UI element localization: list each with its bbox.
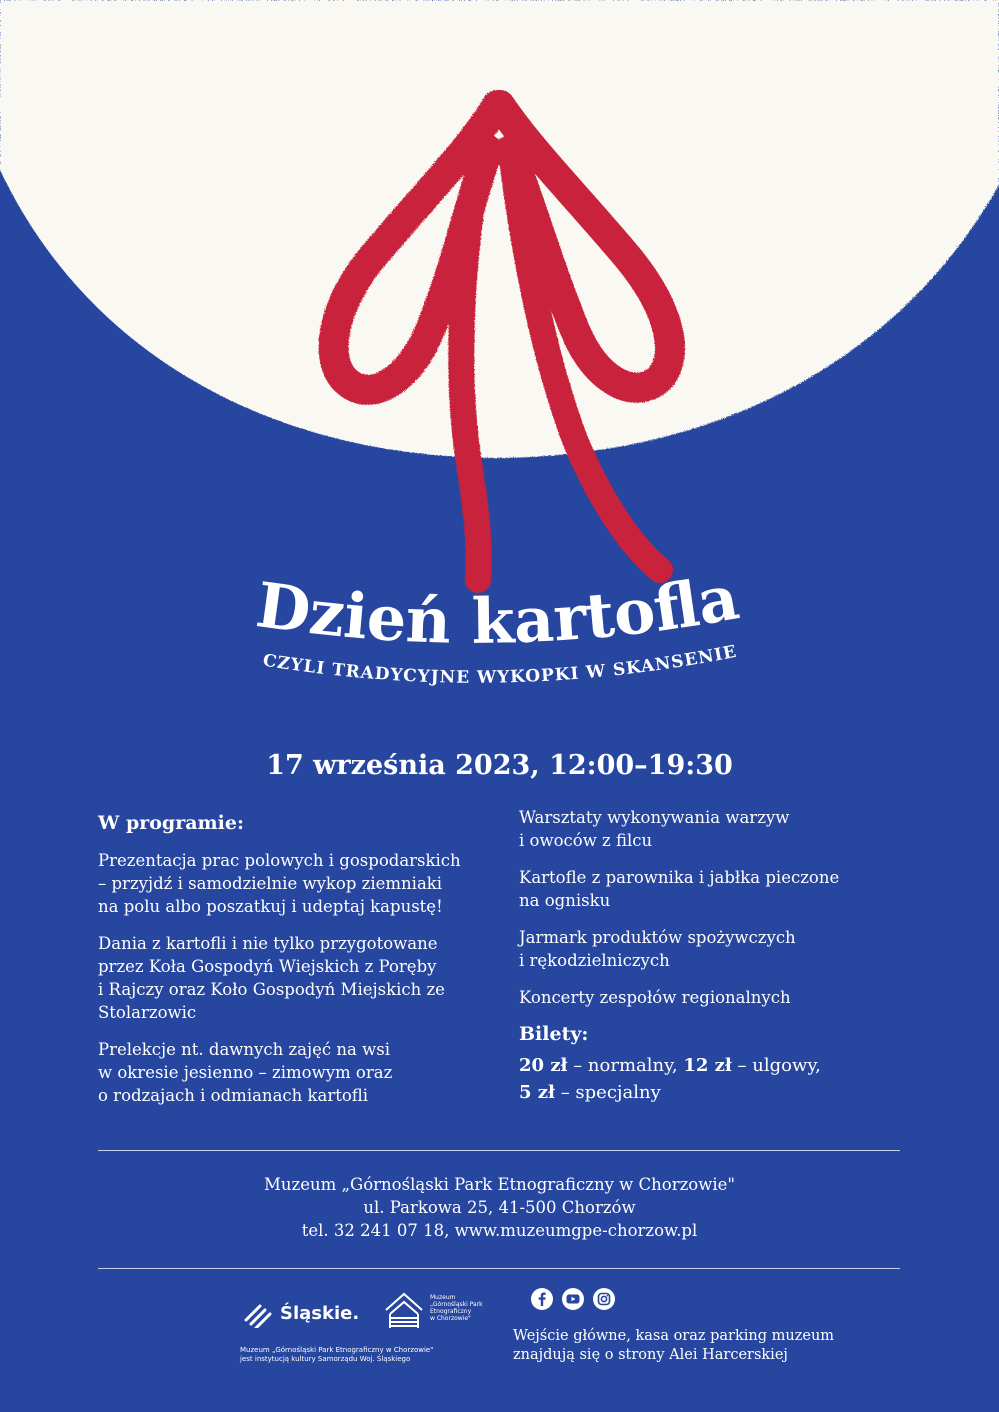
title-block	[0, 520, 999, 720]
event-date: 17 września 2023, 12:00–19:30	[266, 750, 733, 781]
event-title: Dzień kartofla	[251, 560, 744, 658]
event-subtitle: CZYLI TRADYCYJNE WYKOPKI W SKANSENIE	[261, 641, 739, 688]
program-item: Jarmark produktów spożywczych i rękodzielniczych	[519, 928, 796, 970]
slaskie-logo[interactable]	[240, 1298, 359, 1328]
social-icons	[530, 1287, 616, 1311]
instagram-icon[interactable]	[592, 1287, 616, 1311]
entry-note: Wejście główne, kasa oraz parking muzeum znajdują się o strony Alei Harcerskiej	[513, 1328, 835, 1363]
museum-logo-text: Muzeum „Górnośląski Park Etnograficzny w Chorzowie"	[430, 1294, 483, 1322]
museum-house-icon	[382, 1288, 426, 1332]
program-heading: W programie:	[98, 812, 244, 834]
program-item: Kartofle z parownika i jabłka pieczone na ognisku	[519, 868, 840, 910]
ticket-prices	[519, 1052, 919, 1106]
ticket-reduced-price: 12 zł	[683, 1055, 732, 1076]
program-item: Koncerty zespołów regionalnych	[519, 988, 791, 1007]
youtube-icon[interactable]	[561, 1287, 585, 1311]
museum-logo[interactable]	[382, 1288, 490, 1332]
program-right-column	[519, 806, 919, 1106]
ticket-special-price: 5 zł	[519, 1082, 555, 1103]
museum-address	[0, 1173, 999, 1242]
slaskie-logo-text: Śląskie.	[280, 1302, 360, 1324]
tickets-heading: Bilety:	[519, 1023, 589, 1045]
divider-top	[98, 1150, 900, 1151]
program-item: Warsztaty wykonywania warzyw i owoców z filcu	[519, 808, 790, 850]
ticket-reduced-label: – ulgowy,	[737, 1055, 821, 1076]
ticket-normal-price: 20 zł	[519, 1055, 568, 1076]
ticket-special-label: – specjalny	[560, 1082, 661, 1103]
museum-name: Muzeum „Górnośląski Park Etnograficzny w Chorzowie"	[264, 1175, 735, 1194]
program-item: Prezentacja prac polowych i gospodarskich – przyjdź i samodzielnie wykop ziemniaki na polu albo poszatkuj i udeptaj kapustę!	[98, 851, 461, 916]
program-item: Dania z kartofli i nie tylko przygotowane przez Koła Gospodyń Wiejskich z Poręby i Rajczy oraz Koło Gospodyń Miejskich ze Stolarzowic	[98, 934, 445, 1022]
institution-note: Muzeum „Górnośląski Park Etnograficzny w Chorzowie" jest instytucją kultury Samorządu Woj. Śląskiego	[240, 1346, 434, 1363]
museum-contact[interactable]: tel. 32 241 07 18, www.muzeumgpe-chorzow.pl	[301, 1221, 698, 1240]
ticket-normal-label: – normalny,	[573, 1055, 678, 1076]
program-item: Prelekcje nt. dawnych zajęć na wsi w okresie jesienno – zimowym oraz o rodzajach i odmianach kartofli	[98, 1040, 393, 1105]
slaskie-wave-icon	[240, 1298, 274, 1328]
program-left-column	[98, 812, 498, 1121]
museum-street: ul. Parkowa 25, 41-500 Chorzów	[363, 1198, 636, 1217]
divider-bottom	[98, 1268, 900, 1269]
facebook-icon[interactable]	[530, 1287, 554, 1311]
